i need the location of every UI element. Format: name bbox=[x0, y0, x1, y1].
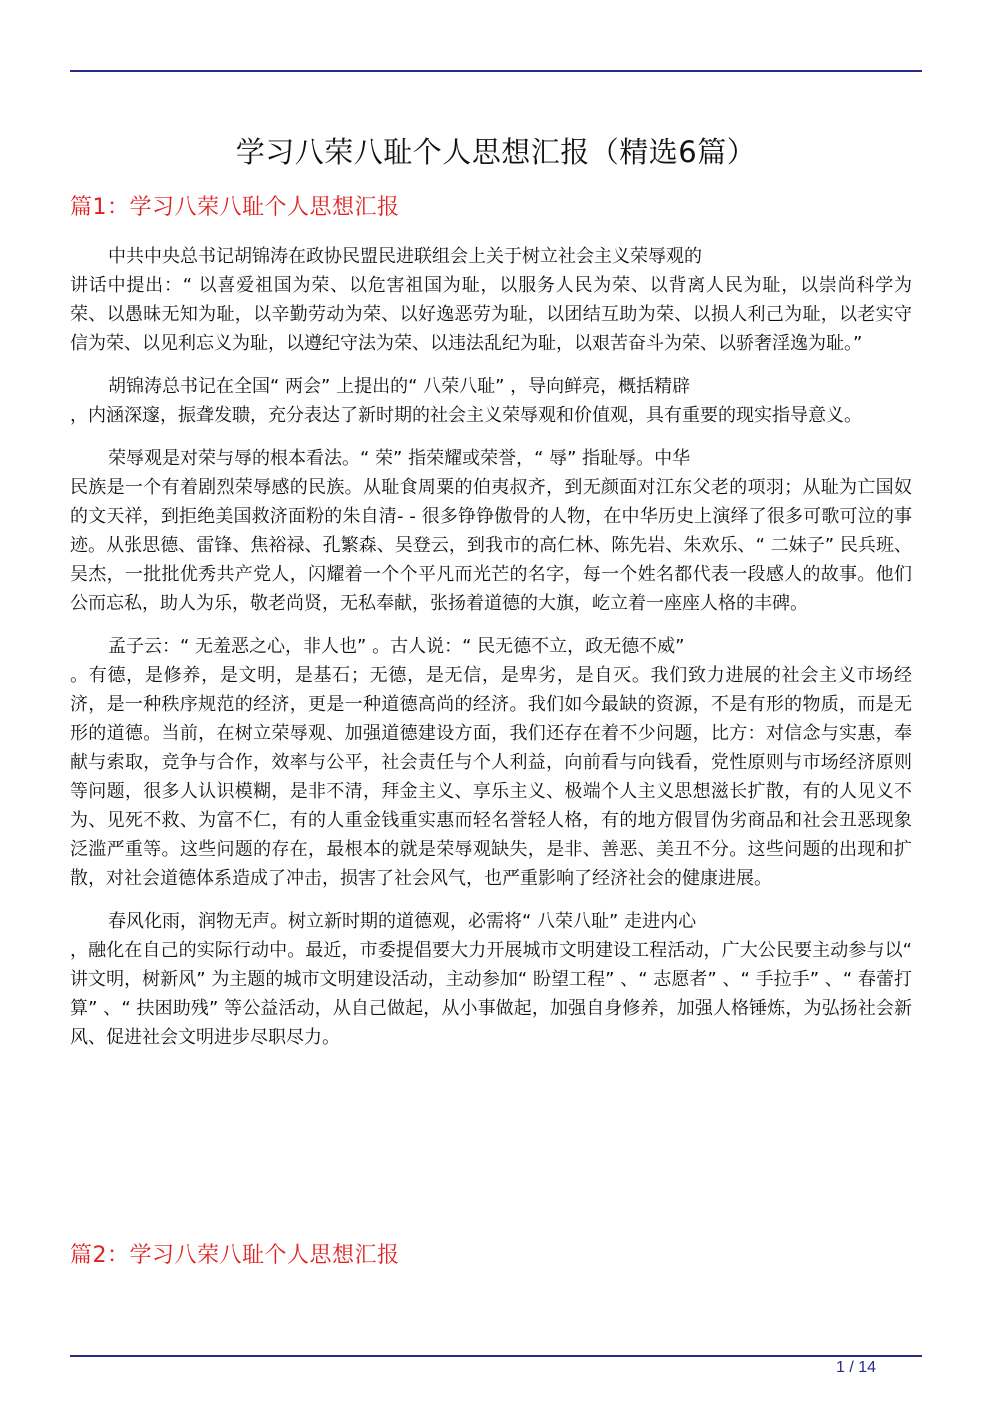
paragraph-1-text: 讲话中提出：“ 以喜爱祖国为荣、以危害祖国为耻，以服务人民为荣、以背离人民为耻，以崇尚科学为荣、以愚昧无知为耻，以辛勤劳动为荣、以好逸恶劳为耻，以团结互助为荣、以损人利己为耻，以老实守信为荣、以见利忘义为耻，以遵纪守法为荣、以违法乱纪为耻，以艰苦奋斗为荣、以骄奢淫逸为耻。” bbox=[70, 275, 912, 354]
paragraph-5 bbox=[70, 907, 912, 1052]
paragraph-5-lead: 春风化雨，润物无声。树立新时期的道德观，必需将“ 八荣八耻” 走进内心 bbox=[108, 911, 697, 932]
paragraph-1 bbox=[70, 242, 912, 358]
section-heading-1: 篇1：学习八荣八耻个人思想汇报 bbox=[70, 195, 400, 220]
document-title: 学习八荣八耻个人思想汇报（精选6篇） bbox=[235, 135, 757, 169]
footer-rule bbox=[70, 1355, 922, 1357]
paragraph-2 bbox=[70, 372, 912, 430]
paragraph-3-lead: 荣辱观是对荣与辱的根本看法。“ 荣” 指荣耀或荣誉，“ 辱” 指耻辱。中华 bbox=[108, 448, 691, 469]
paragraph-4-lead: 孟子云：“ 无羞恶之心，非人也” 。古人说：“ 民无德不立，政无德不威” bbox=[108, 636, 685, 657]
paragraph-2-text: ，内涵深邃，振聋发聩，充分表达了新时期的社会主义荣辱观和价值观，具有重要的现实指导意义。 bbox=[70, 405, 862, 426]
paragraph-3-text: 民族是一个有着剧烈荣辱感的民族。从耻食周粟的伯夷叔齐，到无颜面对江东父老的项羽；从耻为亡国奴的文天祥，到拒绝美国救济面粉的朱自清- - 很多铮铮傲骨的人物，在中华历史上演绎了很多可歌可泣的事迹。从张思德、雷锋、焦裕禄、孔繁森、吴登云，到我市的高仁林、陈先岩、朱欢乐、“ 二妹子” 民兵班、吴杰，一批批优秀共产党人，闪耀着一个个平凡而光芒的名字，每一个姓名都代表一段感人的故事。他们公而忘私，助人为乐，敬老尚贤，无私奉献，张扬着道德的大旗，屹立着一座座人格的丰碑。 bbox=[70, 477, 912, 614]
section-heading-2: 篇2：学习八荣八耻个人思想汇报 bbox=[70, 1243, 400, 1268]
paragraph-1-lead: 中共中央总书记胡锦涛在政协民盟民进联组会上关于树立社会主义荣辱观的 bbox=[108, 246, 702, 267]
paragraph-5-text: ，融化在自己的实际行动中。最近，市委提倡要大力开展城市文明建设工程活动，广大公民要主动参与以“ 讲文明，树新风” 为主题的城市文明建设活动，主动参加“ 盼望工程” 、“ 志愿者” 、“ 手拉手” 、“ 春蕾打算” 、“ 扶困助残” 等公益活动，从自己做起，从小事做起，加强自身修养，加强人格锤炼，为弘扬社会新风、促进社会文明进步尽职尽力。 bbox=[70, 940, 912, 1048]
header-rule bbox=[70, 70, 922, 72]
paragraph-2-lead: 胡锦涛总书记在全国“ 两会” 上提出的“ 八荣八耻” ，导向鲜亮，概括精辟 bbox=[108, 376, 691, 397]
paragraph-3 bbox=[70, 444, 912, 618]
paragraph-4 bbox=[70, 632, 912, 893]
section-1-body bbox=[70, 242, 912, 1066]
paragraph-4-text: 。有德，是修养，是文明，是基石；无德，是无信，是卑劣，是自灭。我们致力进展的社会主义市场经济，是一种秩序规范的经济，更是一种道德高尚的经济。我们如今最缺的资源，不是有形的物质，而是无形的道德。当前，在树立荣辱观、加强道德建设方面，我们还存在着不少问题，比方：对信念与实惠，奉献与索取，竞争与合作，效率与公平，社会责任与个人利益，向前看与向钱看，党性原则与市场经济原则等问题，很多人认识模糊，是非不清，拜金主义、享乐主义、极端个人主义思想滋长扩散，有的人见义不为、见死不救、为富不仁，有的人重金钱重实惠而轻名誉轻人格，有的地方假冒伪劣商品和社会丑恶现象泛滥严重等。这些问题的存在，最根本的就是荣辱观缺失，是非、善恶、美丑不分。这些问题的出现和扩散，对社会道德体系造成了冲击，损害了社会风气，也严重影响了经济社会的健康进展。 bbox=[70, 665, 912, 889]
page-number: 1 / 14 bbox=[835, 1359, 876, 1376]
